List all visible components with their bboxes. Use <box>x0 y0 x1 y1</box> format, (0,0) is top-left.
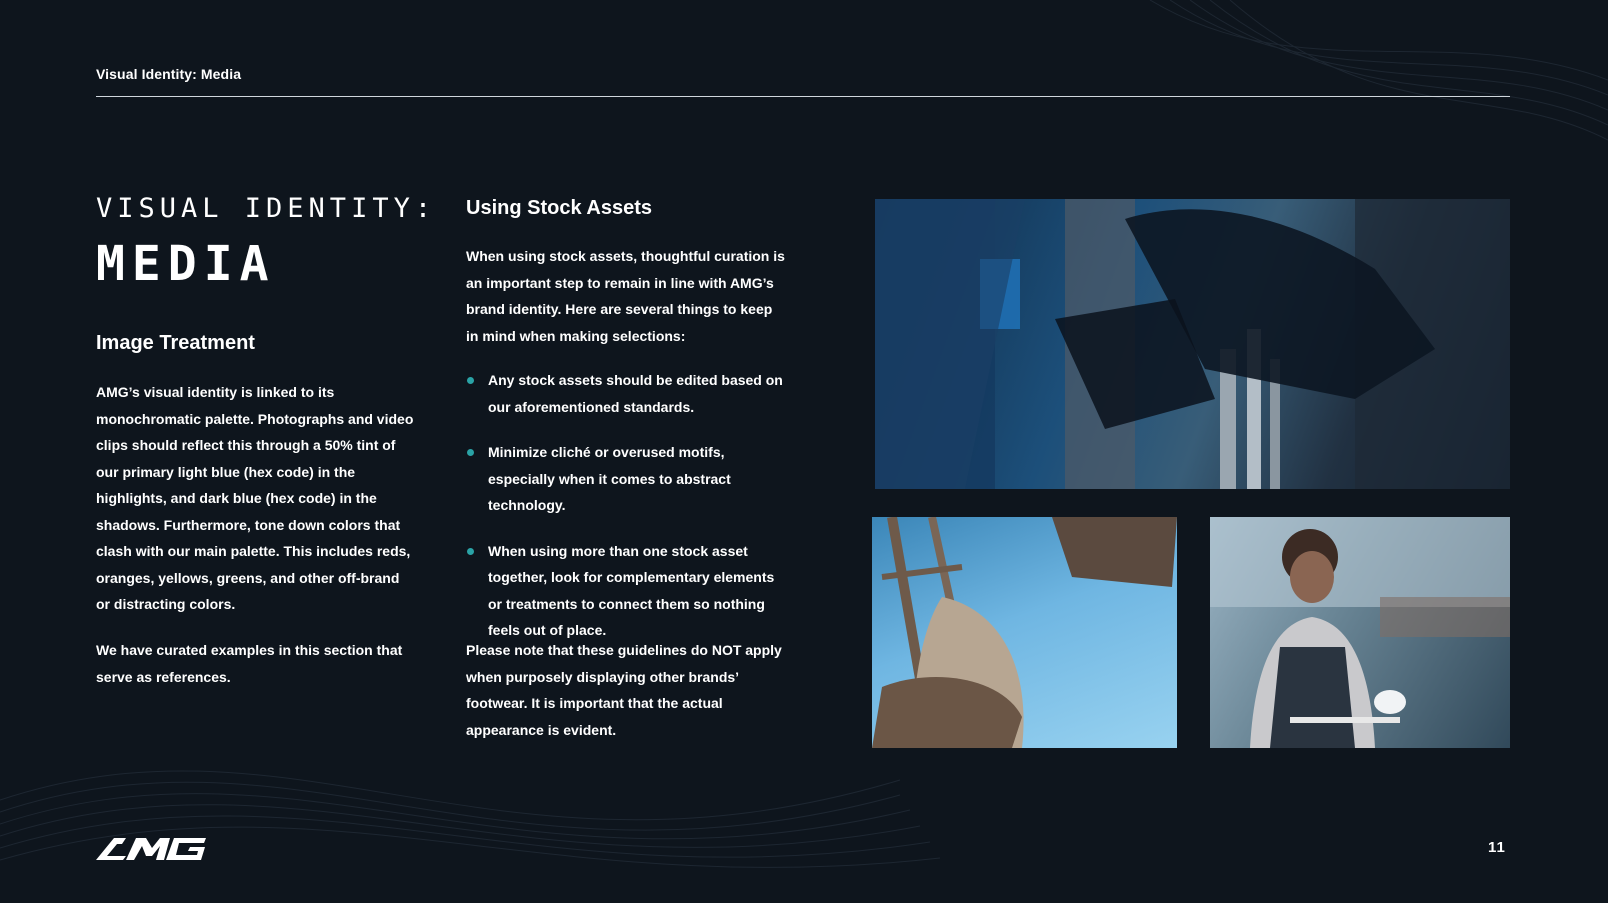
bullet-dot-icon <box>467 377 474 384</box>
bullet-text: Any stock assets should be edited based on our aforementioned standards. <box>488 372 783 415</box>
stock-assets-intro: When using stock assets, thoughtful curation is an important step to remain in line with AMG’s brand identity. Here are several things to keep in mind when making selections: <box>466 248 785 344</box>
stock-assets-heading: Using Stock Assets <box>466 197 652 219</box>
bullet-dot-icon <box>467 449 474 456</box>
stock-assets-bullet-list <box>466 367 786 663</box>
curated-examples-paragraph: We have curated examples in this section that serve as references. <box>96 642 403 685</box>
image-treatment-heading: Image Treatment <box>96 332 255 354</box>
header-title: Visual Identity: Media <box>96 66 242 82</box>
page-title-line2: MEDIA <box>96 236 276 292</box>
ladder-boots-photo <box>872 517 1177 748</box>
header-divider <box>96 96 1510 97</box>
factory-machine-photo <box>875 199 1510 489</box>
bullet-item <box>466 538 786 644</box>
factory-worker-photo <box>1210 517 1510 748</box>
page-title-line1: VISUAL IDENTITY: <box>96 193 437 224</box>
page-number: 11 <box>1488 839 1506 856</box>
footwear-note: Please note that these guidelines do NOT apply when purposely displaying other brands’ footwear. It is important that the actual appearance is evident. <box>466 642 782 738</box>
image-treatment-paragraph: AMG’s visual identity is linked to its monochromatic palette. Photographs and video clips should reflect this through a 50% tint of our primary light blue (hex code) in the highlights, and dark blue (hex code) in the shadows. Furthermore, tone down colors that clash with our main palette. This includes reds, oranges, yellows, greens, and other off-brand or distracting colors. <box>96 384 414 612</box>
bullet-item <box>466 439 786 519</box>
amg-logo <box>96 838 206 860</box>
bullet-item <box>466 367 786 420</box>
bullet-text: Minimize cliché or overused motifs, especially when it comes to abstract technology. <box>488 444 731 513</box>
bullet-text: When using more than one stock asset together, look for complementary elements or treatments to connect them so nothing feels out of place. <box>488 542 775 638</box>
bullet-dot-icon <box>467 548 474 555</box>
